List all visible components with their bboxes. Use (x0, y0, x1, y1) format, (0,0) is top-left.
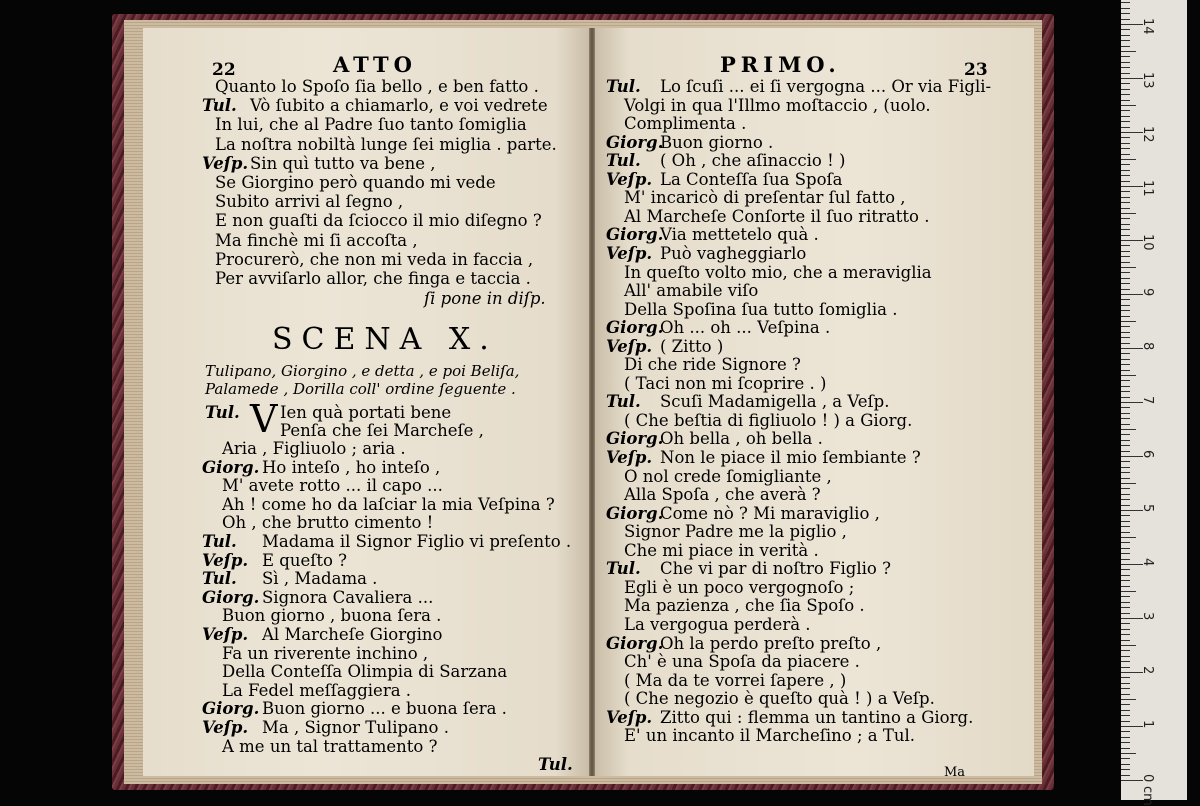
ruler-tick (1121, 89, 1130, 90)
speaker-label: Giorg. (202, 587, 260, 607)
ruler-tick (1121, 137, 1130, 138)
ruler-label: 1 (1140, 720, 1155, 729)
ruler-tick (1121, 688, 1130, 689)
ruler-tick (1121, 445, 1130, 446)
ruler-tick (1121, 370, 1130, 371)
verse-line: Vò ſubito a chiamarlo, e voi vedrete (250, 96, 548, 116)
book-gutter (589, 28, 595, 776)
ruler-tick (1121, 8, 1130, 9)
ruler-tick (1121, 343, 1130, 344)
right-catchword: Ma (944, 765, 966, 780)
verse-line: Oh la perdo preſto preſto , (660, 633, 882, 653)
ruler-tick (1121, 197, 1130, 198)
ruler-tick (1121, 683, 1130, 684)
ruler-tick (1121, 67, 1130, 68)
verse-line: Buon giorno , buona ſera . (222, 606, 442, 626)
ruler-tick (1121, 748, 1130, 749)
ruler-tick (1121, 699, 1136, 700)
ruler-tick (1121, 542, 1130, 543)
ruler-tick (1121, 613, 1130, 614)
ruler-label: 12 (1140, 126, 1155, 143)
ruler-tick (1121, 677, 1130, 678)
verse-line: Via mettetelo quà . (660, 225, 819, 245)
ruler-tick (1121, 29, 1130, 30)
ruler-tick (1121, 413, 1130, 414)
ruler-tick (1121, 272, 1130, 273)
verse-line: E queſto ? (262, 550, 348, 570)
ruler-tick (1121, 375, 1136, 376)
ruler-tick (1121, 143, 1130, 144)
dropcap-speaker: Tul. (205, 403, 240, 422)
ruler-tick (1121, 245, 1130, 246)
verse-line: La noſtra nobiltà lunge ſei miglia . parte. (215, 134, 557, 154)
ruler-tick (1121, 202, 1130, 203)
ruler-label: 8 (1140, 342, 1155, 351)
verse-line: Zitto qui : flemma un tantino a Giorg. (660, 707, 974, 727)
ruler-tick (1121, 710, 1130, 711)
speaker-label: Veſp. (202, 153, 249, 173)
verse-line: ( Che negozio è queſto quà ! ) a Veſp. (624, 689, 935, 709)
measurement-ruler (1121, 0, 1187, 806)
ruler-tick (1121, 40, 1130, 41)
ruler-tick (1121, 472, 1130, 473)
verse-line: In lui, che al Padre ſuo tanto ſomiglia (215, 115, 527, 135)
verse-line: Lo ſcuſi ... ei ſi vergogna ... Or via Figli- (660, 77, 992, 96)
ruler-tick (1121, 650, 1130, 651)
speaker-label: Veſp. (606, 707, 653, 727)
ruler-tick (1121, 429, 1136, 430)
verse-line: Fa un riverente inchino , (222, 643, 429, 663)
ruler-tick (1121, 213, 1136, 214)
speaker-label: Veſp. (202, 718, 249, 737)
verse-line: M' incaricò di preſentar ſul fatto , (624, 188, 906, 208)
ruler-tick (1121, 2, 1130, 3)
ruler-tick (1121, 569, 1130, 570)
ruler-tick (1121, 305, 1130, 306)
ruler-label: 7 (1140, 396, 1155, 405)
verse-line: ( Oh , che aſinaccio ! ) (660, 151, 846, 171)
verse-line: Che vi par di noſtro Figlio ? (660, 559, 891, 579)
speaker-label: Tul. (202, 569, 237, 589)
ruler-tick (1121, 278, 1130, 279)
left-page-number: 22 (212, 60, 236, 80)
speaker-label: Giorg. (606, 503, 664, 523)
verse-line: Al Marcheſe Conſorte il ſuo ritratto . (624, 206, 930, 226)
ruler-tick (1121, 51, 1136, 52)
speaker-label: Tul. (606, 77, 641, 96)
dropcap-line-1: Ien quà portati bene (280, 403, 452, 422)
ruler-tick (1121, 380, 1130, 381)
ruler-tick (1121, 440, 1130, 441)
ruler-tick (1121, 170, 1130, 171)
verse-line: Se Giorgino però quando mi vede (215, 173, 496, 192)
dropcap-line-2: Penſa che ſei Marcheſe , (280, 421, 484, 440)
ruler-tick (1121, 548, 1130, 549)
ruler-tick (1121, 56, 1130, 57)
verse-line: Madama il Signor Figlio vi preſento . (262, 532, 572, 551)
verse-line: La vergogua perderà . (624, 614, 811, 634)
speaker-label: Giorg. (202, 457, 260, 477)
verse-line: E non guaſti da ſciocco il mio diſegno ? (215, 211, 542, 231)
verse-line: Subito arrivi al ſegno , (215, 192, 404, 212)
ruler-tick (1121, 326, 1130, 327)
ruler-tick (1121, 224, 1130, 225)
verse-line: All' amabile viſo (624, 281, 759, 301)
verse-line: Procurerò, che non mi veda in faccia , (215, 249, 534, 269)
ruler-tick (1121, 769, 1130, 770)
ruler-tick (1121, 764, 1130, 765)
ruler-tick (1121, 645, 1136, 646)
ruler-label: 2 (1140, 666, 1155, 675)
verse-line: Della Conteſſa Olimpia di Sarzana (222, 662, 508, 682)
left-running-head: ATTO (333, 52, 417, 77)
ruler-tick (1121, 46, 1130, 47)
verse-line: Signora Cavaliera ... (262, 587, 434, 607)
ruler-tick (1121, 602, 1130, 603)
speaker-label: Veſp. (606, 448, 653, 467)
ruler-tick (1121, 775, 1130, 776)
ruler-tick (1121, 704, 1130, 705)
verse-line: E' un incanto il Marcheſino ; a Tul. (624, 726, 916, 746)
verse-line: Che mi piace in verità . (624, 540, 819, 560)
ruler-tick (1121, 478, 1130, 479)
ruler-tick (1121, 629, 1130, 630)
verse-line: ( Ma da te vorrei ſapere , ) (624, 670, 847, 690)
ruler-tick (1121, 488, 1130, 489)
speaker-label: Giorg. (606, 633, 664, 653)
ruler-tick (1121, 218, 1130, 219)
ruler-tick (1121, 532, 1130, 533)
ruler-tick (1121, 391, 1130, 392)
ruler-tick (1121, 667, 1130, 668)
ruler-tick (1121, 191, 1130, 192)
speaker-label: Tul. (202, 96, 237, 116)
ruler-tick (1121, 310, 1130, 311)
verse-line: La Conteſſa ſua Spoſa (660, 169, 843, 189)
ruler-tick (1121, 94, 1130, 95)
ruler-tick (1121, 559, 1130, 560)
verse-line: Ma pazienza , che ſia Spoſo . (624, 596, 865, 616)
ruler-label: 5 (1140, 504, 1155, 513)
ruler-tick (1121, 499, 1130, 500)
ruler-tick (1121, 575, 1130, 576)
speaker-label: Veſp. (606, 243, 653, 263)
ruler-label: 10 (1140, 234, 1155, 251)
verse-line: Di che ride Signore ? (624, 355, 801, 375)
verse-line: Oh ... oh ... Veſpina . (660, 318, 831, 338)
verse-line: ( Che beſtia di figliuolo ! ) a Giorg. (624, 410, 913, 430)
ruler-tick (1121, 407, 1130, 408)
ruler-tick (1121, 634, 1130, 635)
ruler-tick (1121, 289, 1130, 290)
ruler-tick (1121, 607, 1130, 608)
ruler-tick (1121, 494, 1130, 495)
speaker-label: Veſp. (202, 550, 249, 570)
ruler-tick (1121, 656, 1130, 657)
ruler-tick (1121, 483, 1136, 484)
scene-title: SCENA X. (272, 322, 498, 357)
speaker-label: Tul. (606, 392, 641, 412)
ruler-tick (1121, 715, 1130, 716)
verse-line: Alla Spoſa , che averà ? (624, 485, 821, 505)
verse-line: Ho inteſo , ho inteſo , (262, 457, 441, 477)
ruler-tick (1121, 283, 1130, 284)
verse-line: In queſto volto mio, che a meraviglia (624, 262, 932, 282)
verse-line: Oh bella , oh bella . (660, 429, 823, 449)
ruler-tick (1121, 110, 1130, 111)
speaker-label: Veſp. (606, 169, 653, 189)
ruler-tick (1121, 505, 1130, 506)
speaker-label: Tul. (606, 559, 641, 579)
ruler-tick (1121, 229, 1130, 230)
speaker-label: Tul. (606, 151, 641, 171)
ruler-tick (1121, 267, 1136, 268)
speaker-label: Veſp. (606, 336, 653, 356)
verse-line: Complimenta . (624, 114, 747, 134)
speaker-label: Giorg. (202, 699, 260, 719)
ruler-tick (1121, 424, 1130, 425)
ruler-tick (1121, 397, 1130, 398)
ruler-tick (1121, 537, 1136, 538)
verse-line: Volgi in qua l'Illmo moſtaccio , (uolo. (624, 95, 931, 115)
ruler-tick (1121, 175, 1130, 176)
ruler-tick (1121, 521, 1130, 522)
ruler-tick (1121, 316, 1130, 317)
cast-line-1: Tulipano, Giorgino , e detta , e poi Beliſa, (205, 362, 520, 380)
ruler-tick (1121, 526, 1130, 527)
speaker-label: Giorg. (606, 318, 664, 338)
verse-line: Quanto lo Spoſo ſia bello , e ben fatto . (215, 77, 539, 96)
ruler-tick (1121, 661, 1130, 662)
cast-line-2: Palamede , Dorilla coll' ordine ſeguente . (205, 380, 516, 398)
ruler-tick (1121, 321, 1136, 322)
verse-line: La Fedel meſſaggiera . (222, 680, 412, 700)
ruler-tick (1121, 596, 1130, 597)
ruler-tick (1121, 721, 1130, 722)
right-page-number: 23 (964, 60, 988, 80)
ruler-tick (1121, 758, 1130, 759)
ruler-tick (1121, 359, 1130, 360)
ruler-tick (1121, 13, 1130, 14)
ruler-tick (1121, 256, 1130, 257)
verse-line: Signor Padre me la piglio , (624, 522, 847, 542)
ruler-tick (1121, 640, 1130, 641)
verse-line: Sin quì tutto va bene , (250, 153, 436, 173)
ruler-tick (1121, 586, 1130, 587)
ruler-tick (1121, 418, 1130, 419)
ruler-tick (1121, 235, 1130, 236)
stage-direction: ſi pone in diſp. (424, 289, 546, 308)
verse-line: Non le piace il mio ſembiante ? (660, 448, 921, 467)
speaker-label: Veſp. (202, 625, 249, 644)
ruler-label: 14 (1140, 18, 1155, 35)
ruler-tick (1121, 62, 1130, 63)
verse-line: ( Zitto ) (660, 336, 724, 356)
speaker-label: Giorg. (606, 225, 664, 245)
ruler-tick (1121, 364, 1130, 365)
ruler-tick (1121, 434, 1130, 435)
ruler-label: 13 (1140, 72, 1155, 89)
ruler-tick (1121, 553, 1130, 554)
ruler-tick (1121, 299, 1130, 300)
ruler-tick (1121, 35, 1130, 36)
ruler-tick (1121, 208, 1130, 209)
ruler-unit: cm (1140, 786, 1155, 806)
ruler-tick (1121, 337, 1130, 338)
speaker-label: Tul. (202, 532, 237, 551)
verse-line: Sì , Madama . (262, 569, 378, 589)
speaker-label: Giorg. (606, 429, 664, 449)
left-catchword: Tul. (538, 755, 573, 774)
ruler-tick (1121, 251, 1130, 252)
ruler-tick (1121, 731, 1130, 732)
ruler-tick (1121, 154, 1130, 155)
ruler-tick (1121, 105, 1136, 106)
verse-line: Può vagheggiarlo (660, 243, 807, 263)
ruler-tick (1121, 591, 1136, 592)
ruler-tick (1121, 73, 1130, 74)
verse-line: Buon giorno . (660, 132, 774, 152)
ruler-tick (1121, 121, 1130, 122)
verse-line: O nol crede ſomigliante , (624, 466, 832, 486)
ruler-tick (1121, 515, 1130, 516)
ruler-tick (1121, 353, 1130, 354)
verse-line: Ah ! come ho da laſciar la mia Veſpina ? (222, 494, 555, 514)
right-running-head: PRIMO. (720, 52, 841, 77)
verse-line: Scuſi Madamigella , a Veſp. (660, 392, 890, 412)
ruler-tick (1121, 753, 1136, 754)
ruler-label: 9 (1140, 288, 1155, 297)
verse-line: Come nò ? Mi maraviglio , (660, 503, 880, 523)
ruler-tick (1121, 580, 1130, 581)
ruler-tick (1121, 148, 1130, 149)
ruler-tick (1121, 127, 1130, 128)
ruler-label: 3 (1140, 612, 1155, 621)
verse-line: Oh , che brutto cimento ! (222, 513, 434, 533)
verse-line: Della Spoſina ſua tutto ſomiglia . (624, 299, 898, 319)
ruler-tick (1121, 332, 1130, 333)
ruler-tick (1121, 467, 1130, 468)
ruler-tick (1121, 262, 1130, 263)
ruler-tick (1121, 694, 1130, 695)
verse-line: M' avete rotto ... il capo ... (222, 476, 443, 496)
verse-line: ( Taci non mi ſcoprire . ) (624, 373, 827, 393)
ruler-tick (1121, 742, 1130, 743)
ruler-tick (1121, 100, 1130, 101)
ruler-tick (1121, 19, 1130, 20)
ruler-tick (1121, 451, 1130, 452)
ruler-tick (1121, 737, 1130, 738)
speaker-label: Giorg. (606, 132, 664, 152)
verse-line: Egli è un poco vergognoſo ; (624, 577, 855, 597)
ruler-tick (1121, 164, 1130, 165)
ruler-label: 6 (1140, 450, 1155, 459)
verse-line: Aria , Figliuolo ; aria . (222, 439, 406, 458)
verse-line: Buon giorno ... e buona ſera . (262, 699, 507, 719)
dropcap-letter: V (250, 397, 278, 441)
ruler-tick (1121, 623, 1130, 624)
verse-line: Per avviſarlo allor, che finga e taccia . (215, 269, 531, 288)
ruler-tick (1121, 461, 1130, 462)
verse-line: Al Marcheſe Giorgino (262, 625, 443, 644)
verse-line: Ch' è una Spoſa da piacere . (624, 652, 860, 672)
verse-line: Ma finchè mi ſi accoſta , (215, 230, 418, 250)
ruler-tick (1121, 83, 1130, 84)
ruler-tick (1121, 181, 1130, 182)
ruler-tick (1121, 159, 1136, 160)
verse-line: A me un tal trattamento ? (222, 736, 438, 756)
ruler-tick (1121, 116, 1130, 117)
ruler-label: 11 (1140, 180, 1155, 197)
ruler-tick (1121, 386, 1130, 387)
verse-line: Ma , Signor Tulipano . (262, 718, 449, 737)
ruler-label: 4 (1140, 558, 1155, 567)
ruler-label: 0 (1140, 774, 1155, 783)
